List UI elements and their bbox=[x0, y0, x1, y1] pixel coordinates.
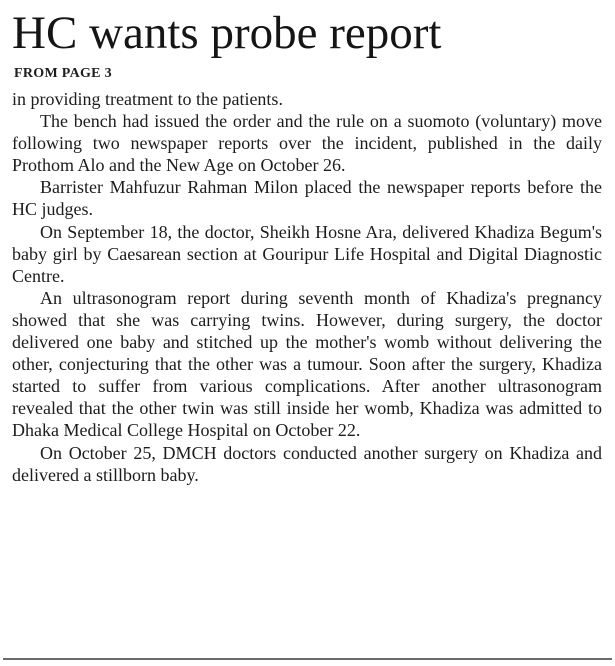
paragraph: On September 18, the doctor, Sheikh Hosne Ara, delivered Khadiza Begum's baby girl by Caesarean section at Gouripur Life Hospital and Digital Diagnostic Centre. bbox=[12, 221, 602, 286]
article-body bbox=[12, 88, 602, 486]
paragraph: An ultrasonogram report during seventh month of Khadiza's pregnancy showed that she was carrying twins. However, during surgery, the doctor delivered one baby and stitched up the mother's womb without delivering the other, conjecturing that the other was a tumour. Soon after the surgery, Khadiza started to suffer from various complications. After another ultrasonogram revealed that the other twin was still inside her womb, Khadiza was admitted to Dhaka Medical College Hospital on October 22. bbox=[12, 287, 602, 441]
continuation-kicker: FROM PAGE 3 bbox=[14, 66, 112, 81]
paragraph: On October 25, DMCH doctors conducted another surgery on Khadiza and delivered a stillborn baby. bbox=[12, 442, 602, 485]
bottom-divider bbox=[3, 658, 612, 660]
paragraph-continued: in providing treatment to the patients. bbox=[12, 89, 283, 109]
paragraph: Barrister Mahfuzur Rahman Milon placed the newspaper reports before the HC judges. bbox=[12, 177, 602, 220]
headline: HC wants probe report bbox=[12, 7, 442, 59]
paragraph: The bench had issued the order and the rule on a suomoto (voluntary) move following two newspaper reports over the incident, published in the daily Prothom Alo and the New Age on October 26. bbox=[12, 111, 602, 176]
